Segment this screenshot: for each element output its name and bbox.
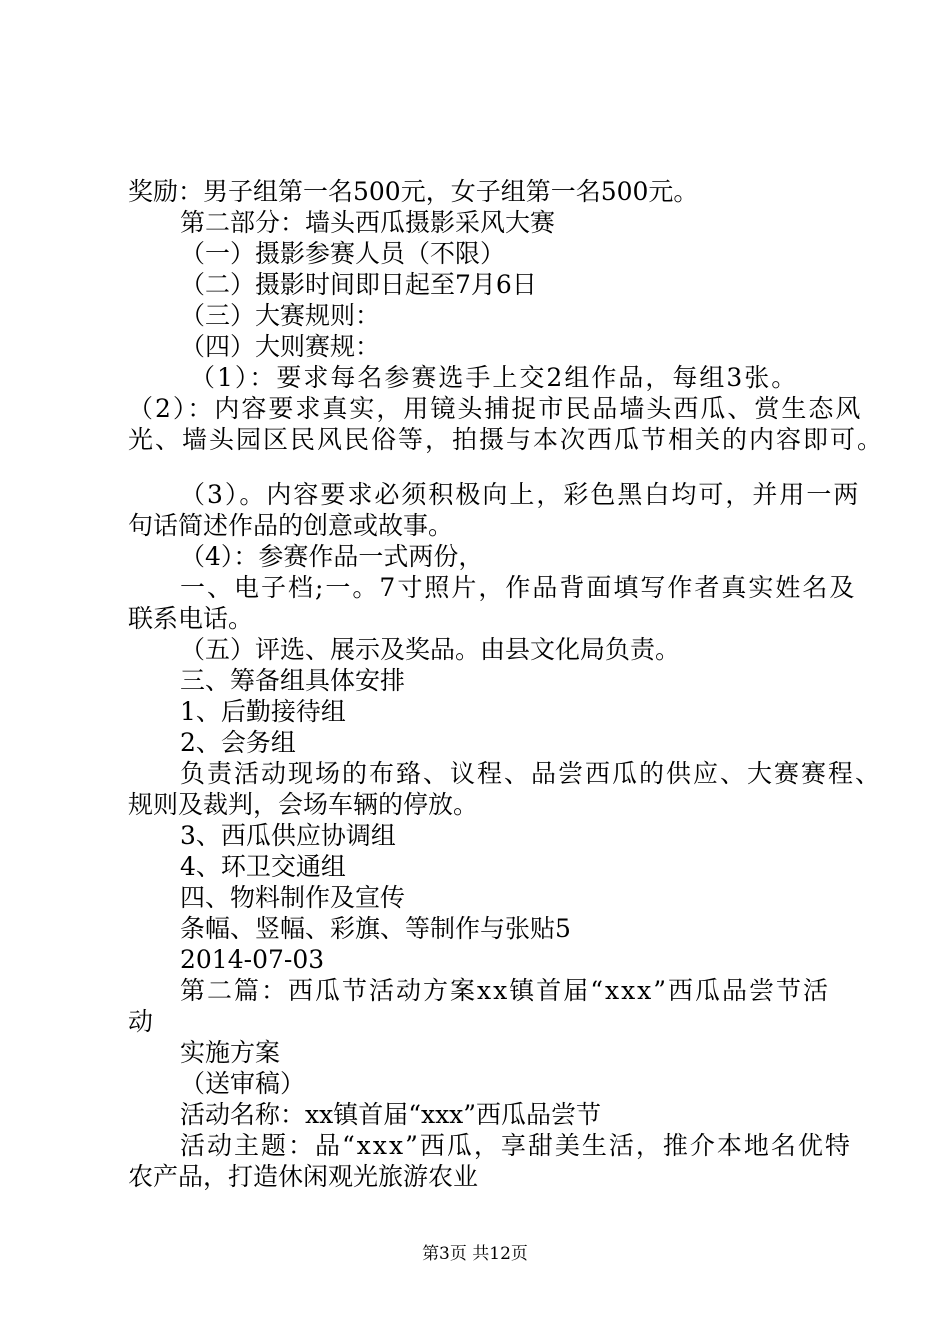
text-line: 联系电话。 (128, 604, 254, 633)
text-line: （一）摄影参赛人员（不限） (180, 239, 506, 268)
text-line: 活动名称：xx镇首届“xxx”西瓜品尝节 (180, 1100, 602, 1129)
text-line: 实施方案 (180, 1038, 281, 1067)
text-line: （三）大赛规则： (180, 301, 381, 330)
text-line: 4、环卫交通组 (180, 852, 346, 881)
text-line: 三、筹备组具体安排 (180, 666, 406, 695)
text-line: 活动主题：品“xxx”西瓜，享甜美生活，推介本地名优特 (180, 1131, 852, 1160)
text-line: 句话简述作品的创意或故事。 (128, 511, 454, 540)
text-line: （2）：内容要求真实，用镜头捕捉市民品墙头西瓜、赏生态风 (128, 394, 863, 423)
text-line: 负责活动现场的布臵、议程、品尝西瓜的供应、大赛赛程、 (180, 759, 883, 788)
text-line: 规则及裁判，会场车辆的停放。 (128, 790, 479, 819)
text-line: （3）。内容要求必须积极向上，彩色黑白均可，并用一两 (180, 480, 861, 509)
text-line: 条幅、竖幅、彩旗、等制作与张贴5 (180, 914, 571, 943)
text-line: （四）大则赛规： (180, 332, 381, 361)
text-line: （1）：要求每名参赛选手上交2组作品，每组3张。 (190, 363, 799, 392)
text-line: （送审稿） (180, 1069, 306, 1098)
text-line: 奖励：男子组第一名500元，女子组第一名500元。 (128, 177, 699, 206)
text-line: 四、物料制作及宣传 (180, 883, 406, 912)
text-line: 1、后勤接待组 (180, 697, 346, 726)
text-line: 光、墙头园区民风民俗等，拍摄与本次西瓜节相关的内容即可。 (128, 425, 885, 454)
text-line: 第二篇：西瓜节活动方案xx镇首届“xxx”西瓜品尝节活 (180, 976, 831, 1005)
text-line: （4）：参赛作品一式两份， (180, 542, 484, 571)
text-line: 一、电子档;一。7寸照片，作品背面填写作者真实姓名及 (180, 573, 857, 602)
page-number-footer: 第3页 共12页 (422, 1244, 528, 1264)
text-line: 2、会务组 (180, 728, 296, 757)
text-line: 农产品，打造休闲观光旅游农业 (128, 1162, 479, 1191)
text-line: 2014-07-03 (180, 945, 325, 974)
text-line: 3、西瓜供应协调组 (180, 821, 396, 850)
text-line: 第二部分：墙头西瓜摄影采风大赛 (180, 208, 556, 237)
text-line: 动 (128, 1007, 154, 1036)
text-line: （二）摄影时间即日起至7月6日 (180, 270, 537, 299)
text-line: （五）评选、展示及奖品。由县文化局负责。 (180, 635, 681, 664)
